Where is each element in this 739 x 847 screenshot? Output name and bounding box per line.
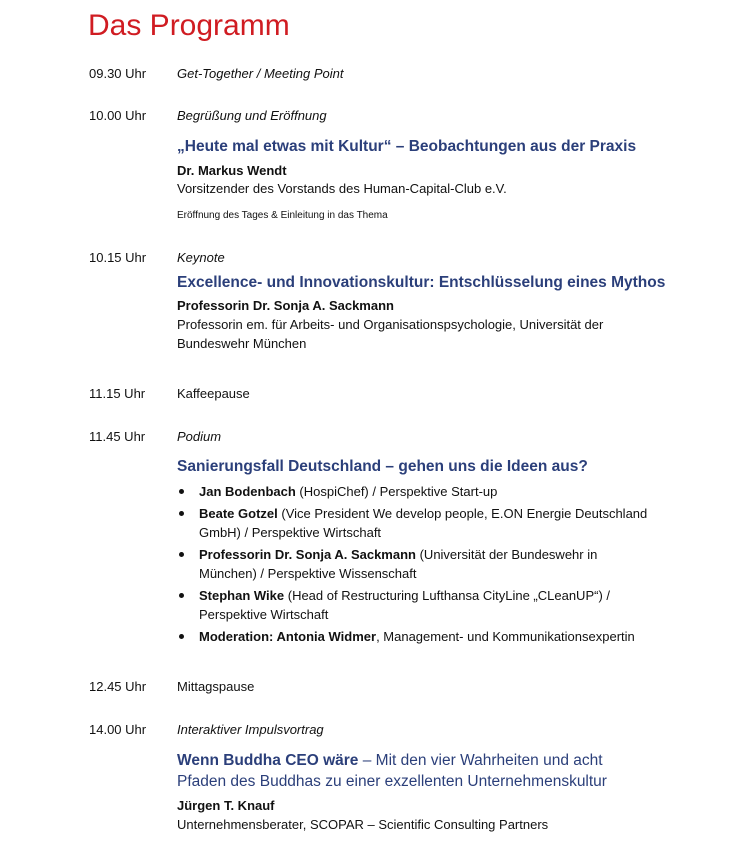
session-label-1145: Podium	[177, 429, 222, 444]
panelist-detail: (Universität der Bundeswehr in	[415, 547, 598, 562]
session-label-1000: Begrüßung und Eröffnung	[177, 108, 327, 123]
panelist-detail-cont: München) / Perspektive Wissenschaft	[199, 566, 417, 581]
session-label-1245: Mittagspause	[177, 679, 255, 694]
speaker-name-1015: Professorin Dr. Sonja A. Sackmann	[177, 298, 394, 313]
panelist-detail-cont: Perspektive Wirtschaft	[199, 607, 329, 622]
bullet-icon	[179, 552, 184, 557]
talk-title-1015: Excellence- und Innovationskultur: Entschlüsselung eines Mythos	[177, 274, 666, 291]
time-1400: 14.00 Uhr	[89, 722, 147, 737]
time-1000: 10.00 Uhr	[89, 108, 147, 123]
speaker-role-1000: Vorsitzender des Vorstands des Human-Capital-Club e.V.	[177, 181, 507, 196]
bullet-icon	[179, 489, 184, 494]
talk-title-1145: Sanierungsfall Deutschland – gehen uns die Ideen aus?	[177, 458, 588, 475]
time-0930: 09.30 Uhr	[89, 66, 147, 81]
talk-title-1000: „Heute mal etwas mit Kultur“ – Beobachtungen aus der Praxis	[177, 138, 637, 155]
talk-title-rest: – Mit den vier Wahrheiten und acht	[358, 752, 603, 769]
panelist-detail-cont: GmbH) / Perspektive Wirtschaft	[199, 525, 382, 540]
session-label-1400: Interaktiver Impulsvortrag	[177, 722, 324, 737]
time-1015: 10.15 Uhr	[89, 250, 147, 265]
panelist-detail: (Vice President We develop people, E.ON Energie Deutschland	[277, 506, 648, 521]
panelist-detail: (HospiChef) / Perspektive Start-up	[295, 484, 498, 499]
speaker-name-1000: Dr. Markus Wendt	[177, 163, 287, 178]
panelist-name: Beate Gotzel	[199, 506, 278, 521]
talk-title-line2-1400: Pfaden des Buddhas zu einer exzellenten Unternehmenskultur	[177, 773, 607, 790]
bullet-icon	[179, 593, 184, 598]
speaker-name-1400: Jürgen T. Knauf	[177, 798, 275, 813]
panel-list	[177, 482, 677, 649]
bullet-icon	[179, 511, 184, 516]
session-label-1015: Keynote	[177, 250, 225, 265]
speaker-role-1400: Unternehmensberater, SCOPAR – Scientific Consulting Partners	[177, 817, 549, 832]
panelist-detail: , Management- und Kommunikationsexpertin	[376, 629, 635, 644]
panelist-name: Professorin Dr. Sonja A. Sackmann	[199, 547, 416, 562]
panel-member	[177, 627, 677, 646]
session-note-1000: Eröffnung des Tages & Einleitung in das Thema	[177, 210, 388, 221]
bullet-icon	[179, 634, 184, 639]
session-label-1115: Kaffeepause	[177, 386, 250, 401]
talk-title-bold: Wenn Buddha CEO wäre	[177, 752, 359, 769]
talk-title-1400	[177, 750, 603, 772]
speaker-role-line1-1015: Professorin em. für Arbeits- und Organisationspsychologie, Universität der	[177, 317, 604, 332]
panelist-name: Jan Bodenbach	[199, 484, 296, 499]
session-label-0930: Get-Together / Meeting Point	[177, 66, 344, 81]
panelist-name: Stephan Wike	[199, 588, 285, 603]
time-1145: 11.45 Uhr	[89, 429, 146, 444]
time-1245: 12.45 Uhr	[89, 679, 147, 694]
panel-member	[177, 482, 677, 501]
panelist-name: Moderation: Antonia Widmer	[199, 629, 377, 644]
panelist-detail: (Head of Restructuring Lufthansa CityLine „CLeanUP“) /	[284, 588, 611, 603]
panel-member	[177, 545, 677, 583]
panel-member	[177, 586, 677, 624]
time-1115: 11.15 Uhr	[89, 386, 146, 401]
page-title: Das Programm	[88, 9, 290, 42]
panel-member	[177, 504, 677, 542]
speaker-role-line2-1015: Bundeswehr München	[177, 336, 307, 351]
